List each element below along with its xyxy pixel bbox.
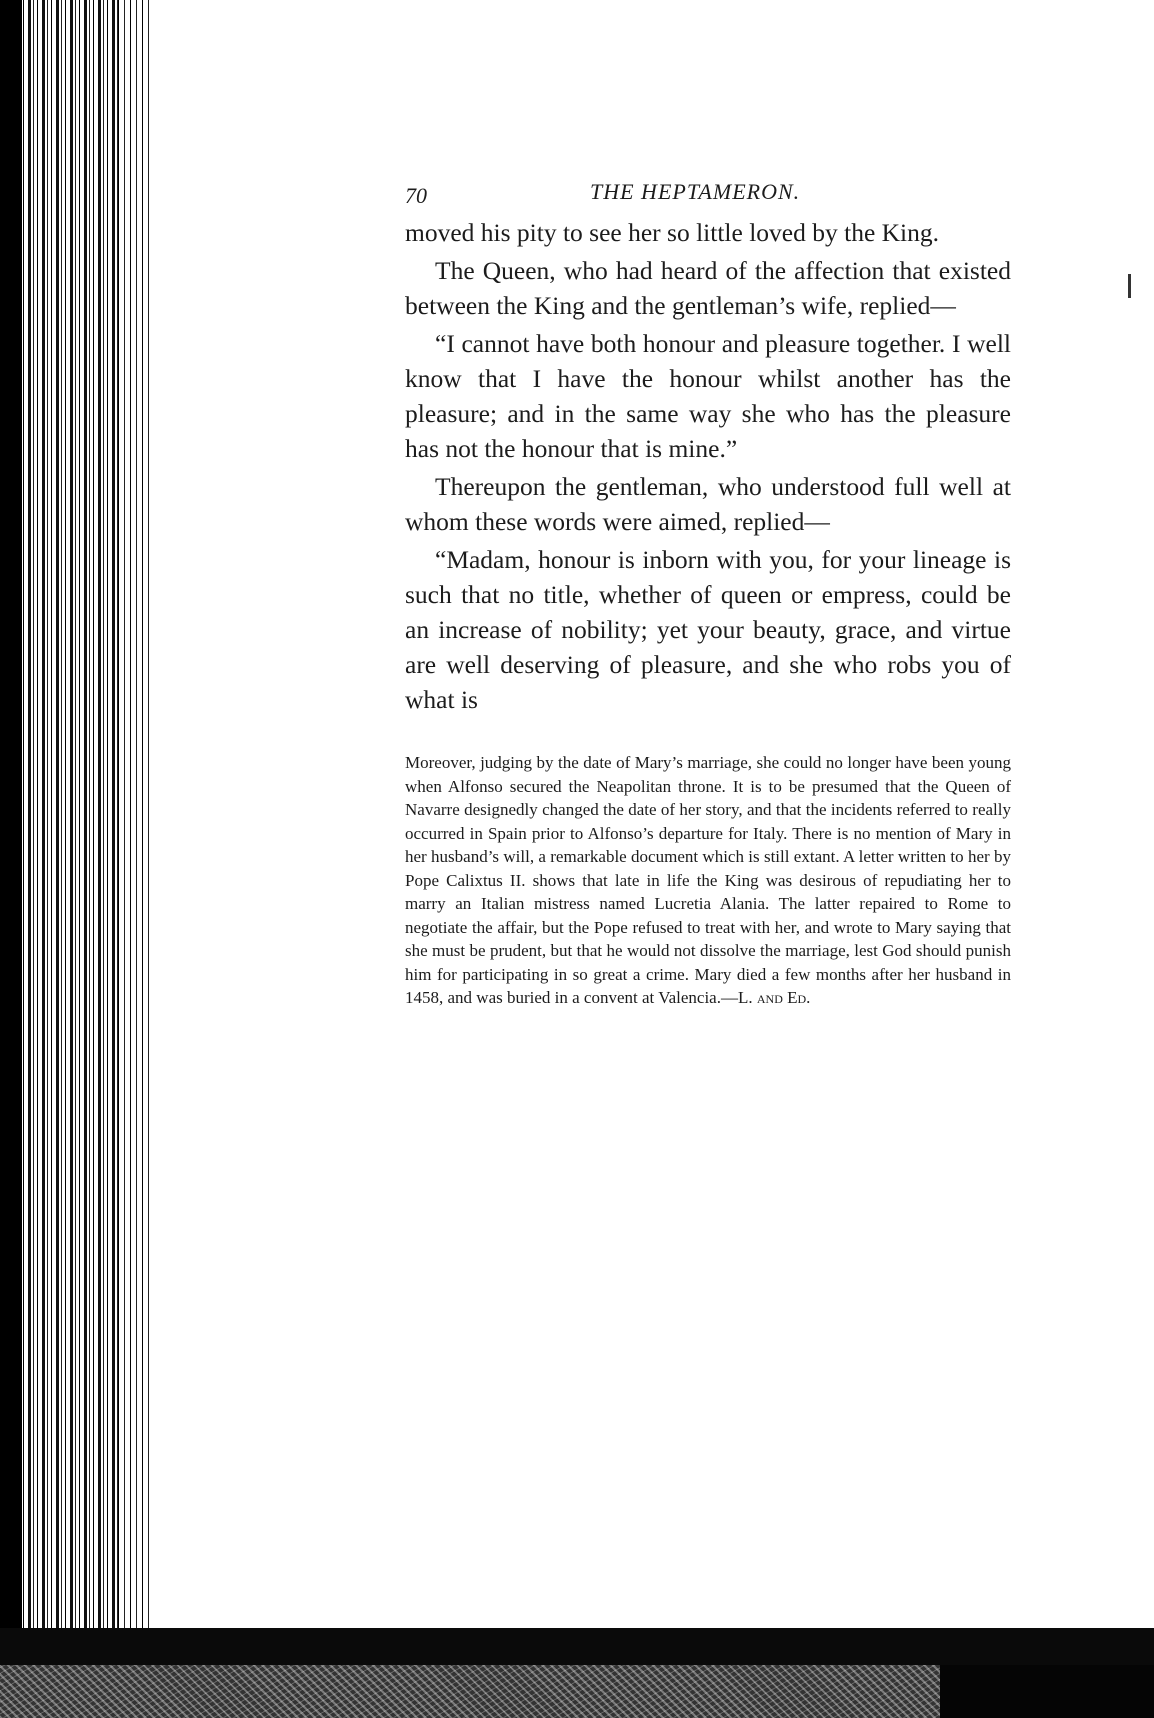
book-page [405,175,1011,1010]
footnote [405,751,1011,1010]
paragraph: “Madam, honour is inborn with you, for your lineage is such that no title, whether of queen or empress, could be an increase of nobility; yet your beauty, grace, and virtue are well deserving of pleasure, and she who robs you of what is [405,545,1011,714]
paragraph: The Queen, who had heard of the affection that existed between the King and the gentleman’s wife, replied— [405,256,1011,320]
running-title: THE HEPTAMERON. [590,179,801,204]
bottom-right-scan-shadow [940,1665,1154,1718]
spine-dark-edge [0,0,22,1718]
footnote-attribution: L. and Ed. [737,988,811,1007]
paragraph: “I cannot have both honour and pleasure together. I well know that I have the honour whilst another has the pleasure; and in the same way she who has the pleasure has not the honour that is mine.” [405,329,1011,463]
margin-mark [1128,274,1131,298]
page-number: 70 [405,183,427,208]
body-text [405,215,1011,717]
running-head [405,175,1011,215]
spine-gutter-lines [118,0,150,1718]
footnote-text: Moreover, judging by the date of Mary’s marriage, she could no longer have been young when Alfonso secured the Neapolitan throne. It is to be presumed that the Queen of Navarre designedly changed the date of her story, and that the incidents referred to really occurred in Spain prior to Alfonso’s departure for Italy. There is no mention of Mary in her husband’s will, a remarkable document which is still extant. A letter written to her by Pope Calixtus II. shows that late in life the King was desirous of repudiating her to marry an Italian mistress named Lucretia Alania. The latter repaired to Rome to negotiate the affair, but the Pope refused to treat with her, and wrote to Mary saying that she must be prudent, but that he would not dissolve the marriage, lest God should punish him for participating in so great a crime. Mary died a few months after her husband in 1458, and was buried in a convent at Valencia.— [405,753,1011,1007]
paragraph: moved his pity to see her so little loved by the King. [405,218,940,247]
paragraph: Thereupon the gentleman, who understood full well at whom these words were aimed, replied— [405,472,1011,536]
